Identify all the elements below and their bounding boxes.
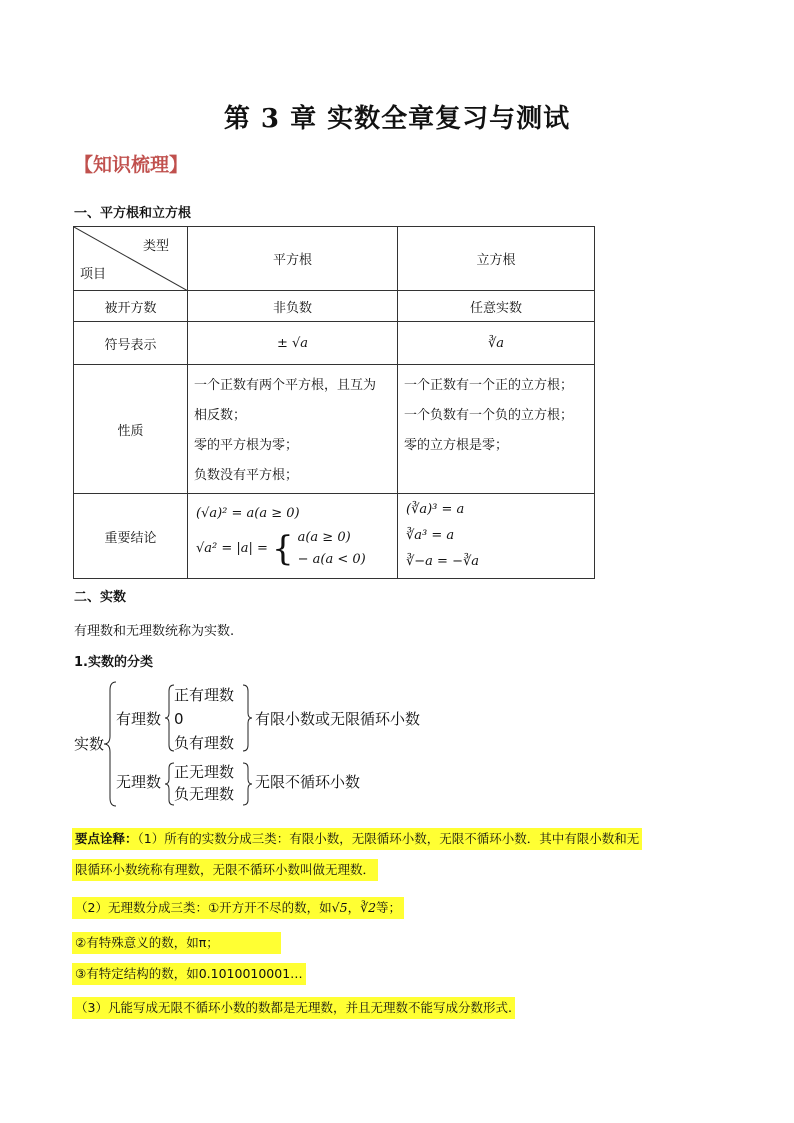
example-sqrt5: √5 bbox=[331, 900, 348, 915]
cell-square-property bbox=[188, 365, 398, 494]
row-label-radicand: 被开方数 bbox=[74, 291, 188, 322]
square-conclusion-1: (√a)² = a(a ≥ 0) bbox=[196, 506, 300, 521]
rational-item-negative: 负有理数 bbox=[174, 734, 235, 752]
class-root-real: 实数 bbox=[74, 735, 105, 753]
irrational-item-negative: 负无理数 bbox=[174, 785, 235, 803]
square-conclusion-2-lhs: √a² = |a| = bbox=[196, 541, 268, 556]
cell-cube-property bbox=[398, 365, 595, 494]
cell-cube-symbol: ∛a bbox=[398, 322, 595, 365]
note-line-4-text: ②有特殊意义的数，如π； bbox=[72, 932, 281, 954]
page-title: 第 3 章 实数全章复习与测试 bbox=[223, 104, 571, 134]
rational-items bbox=[174, 683, 234, 755]
cube-property-line: 一个正数有一个正的立方根； bbox=[404, 378, 574, 393]
square-conclusion-2 bbox=[196, 527, 397, 571]
note-label: 要点诠释： bbox=[75, 831, 138, 846]
irrational-item-positive: 正无理数 bbox=[174, 763, 235, 781]
cell-cube-conclusion bbox=[398, 494, 595, 579]
corner-label-type: 类型 bbox=[142, 239, 169, 254]
irrational-items bbox=[174, 761, 234, 805]
square-property-line: 负数没有平方根； bbox=[194, 468, 299, 483]
square-property-line: 相反数； bbox=[194, 408, 247, 423]
part2-heading: 二、实数 bbox=[74, 590, 127, 605]
real-number-intro: 有理数和无理数统称为实数. bbox=[74, 624, 235, 639]
case-nonnegative: a(a ≥ 0) bbox=[297, 530, 351, 545]
class-rational: 有理数 bbox=[116, 710, 162, 728]
square-property-line: 一个正数有两个平方根，且互为 bbox=[194, 378, 377, 393]
rational-item-zero: 0 bbox=[174, 710, 184, 728]
note-line-2-text: 限循环小数统称有理数，无限不循环小数叫做无理数． bbox=[72, 859, 378, 881]
part1-heading: 一、平方根和立方根 bbox=[74, 206, 192, 221]
cube-conclusion-2: ∛a³ = a bbox=[406, 528, 455, 543]
note-line-3-suffix: 等； bbox=[376, 900, 402, 915]
left-brace: { bbox=[271, 529, 294, 569]
row-label-property: 性质 bbox=[74, 365, 188, 494]
cube-conclusion-3: ∛−a = −∛a bbox=[406, 554, 480, 569]
header-cube-root: 立方根 bbox=[398, 227, 595, 291]
piecewise-cases bbox=[298, 527, 366, 571]
rational-item-positive: 正有理数 bbox=[174, 686, 235, 704]
note-line-3-sep: ， bbox=[347, 900, 361, 915]
note-line-1-text: （1）所有的实数分成三类：有限小数，无限循环小数，无限不循环小数．其中有限小数和无 bbox=[137, 831, 640, 846]
cell-square-conclusion bbox=[188, 494, 398, 579]
corner-label-item: 项目 bbox=[80, 267, 107, 282]
cube-conclusion-1: (∛a)³ = a bbox=[406, 502, 465, 517]
rational-description: 有限小数或无限循环小数 bbox=[255, 710, 421, 728]
root-comparison-table bbox=[73, 226, 595, 579]
cube-property-line: 零的立方根是零； bbox=[404, 438, 509, 453]
header-square-root: 平方根 bbox=[188, 227, 398, 291]
note-line-2 bbox=[72, 859, 378, 881]
square-property-line: 零的平方根为零； bbox=[194, 438, 299, 453]
class-irrational: 无理数 bbox=[116, 773, 162, 791]
row-label-symbol: 符号表示 bbox=[74, 322, 188, 365]
note-line-5 bbox=[72, 963, 306, 985]
row-label-conclusion: 重要结论 bbox=[74, 494, 188, 579]
note-line-1-highlight bbox=[72, 828, 642, 850]
closing-brace-irrational bbox=[240, 761, 254, 807]
cell-square-symbol: ± √a bbox=[188, 322, 398, 365]
section-heading: 【知识梳理】 bbox=[74, 154, 189, 176]
note-line-3 bbox=[72, 897, 404, 919]
closing-brace-rational bbox=[240, 683, 254, 753]
cell-square-radicand: 非负数 bbox=[188, 291, 398, 322]
case-negative: − a(a < 0) bbox=[297, 552, 366, 567]
table-corner-cell bbox=[74, 227, 188, 291]
note-line-4 bbox=[72, 932, 281, 954]
classification-heading: 1.实数的分类 bbox=[74, 655, 153, 670]
note-line-6-text: （3）凡能写成无限不循环小数的数都是无理数，并且无理数不能写成分数形式. bbox=[72, 997, 515, 1019]
irrational-description: 无限不循环小数 bbox=[255, 773, 361, 791]
note-line-6 bbox=[72, 997, 515, 1019]
cube-property-line: 一个负数有一个负的立方根； bbox=[404, 408, 574, 423]
note-line-1 bbox=[72, 828, 642, 850]
note-line-3-highlight bbox=[72, 897, 404, 919]
note-line-5-text: ③有特定结构的数，如0.1010010001… bbox=[72, 963, 306, 985]
note-line-3-prefix: （2）无理数分成三类：①开方开不尽的数，如 bbox=[75, 900, 332, 915]
cell-cube-radicand: 任意实数 bbox=[398, 291, 595, 322]
example-cbrt2: ∛2 bbox=[360, 900, 377, 915]
